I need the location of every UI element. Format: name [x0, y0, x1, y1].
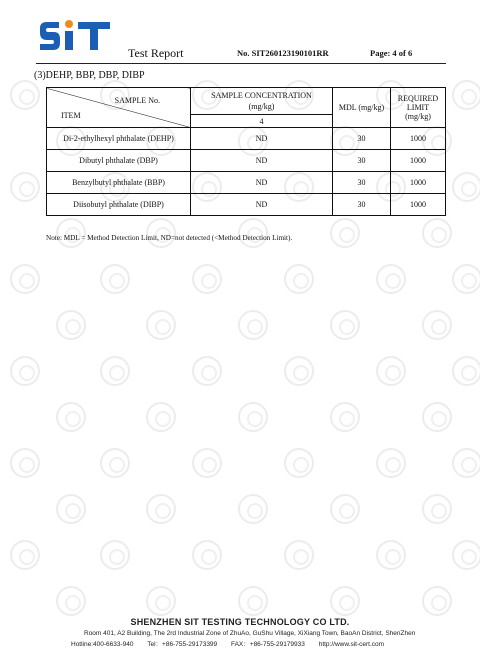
- table-header-row: [47, 88, 446, 115]
- page-footer: [0, 617, 480, 648]
- row-item: Dibutyl phthalate (DBP): [47, 150, 191, 172]
- header-sample-number: 4: [191, 115, 333, 128]
- row-limit: 1000: [391, 194, 446, 216]
- header-mdl: MDL (mg/kg): [333, 88, 391, 128]
- fax: FAX：+86-755-29179933: [230, 641, 305, 648]
- header-limit-line3: (mg/kg): [405, 112, 431, 121]
- results-table: [46, 87, 446, 216]
- header-limit-line2: LIMIT: [406, 103, 430, 112]
- header-item: ITEM: [61, 111, 81, 120]
- row-item: Di-2-ethylhexyl phthalate (DEHP): [47, 128, 191, 150]
- row-result: ND: [191, 128, 333, 150]
- report-title: Test Report: [128, 46, 184, 60]
- row-mdl: 30: [333, 128, 391, 150]
- page-indicator: Page: 4 of 6: [370, 48, 413, 58]
- row-limit: 1000: [391, 172, 446, 194]
- website-link[interactable]: http://www.sit-cert.com: [318, 641, 385, 648]
- contact-line: [71, 639, 480, 648]
- table-note: Note: MDL = Method Detection Limit, ND=not detected (<Method Detection Limit).: [46, 234, 293, 242]
- row-mdl: 30: [333, 172, 391, 194]
- row-result: ND: [191, 172, 333, 194]
- company-name: SHENZHEN SIT TESTING TECHNOLOGY CO LTD.: [130, 617, 350, 627]
- row-limit: 1000: [391, 128, 446, 150]
- row-mdl: 30: [333, 194, 391, 216]
- sit-logo: [38, 18, 116, 58]
- header-required-limit: [391, 88, 446, 128]
- table-row: [47, 194, 446, 216]
- section-title: (3)DEHP, BBP, DBP, DIBP: [34, 70, 145, 81]
- row-item: Diisobutyl phthalate (DIBP): [47, 194, 191, 216]
- row-limit: 1000: [391, 150, 446, 172]
- company-address: Room 401, A2 Building, The 2rd Industrial Zone of ZhuAo, GuShu Village, XiXiang Town, BaoAn District, ShenZhen: [84, 630, 416, 637]
- telephone: Tel：+86-755-29173399: [147, 641, 218, 648]
- table-row: [47, 172, 446, 194]
- row-mdl: 30: [333, 150, 391, 172]
- header-conc-line1: SAMPLE CONCENTRATION: [211, 91, 312, 100]
- header-sample-no: SAMPLE No.: [114, 96, 160, 105]
- row-result: ND: [191, 194, 333, 216]
- table-row: [47, 128, 446, 150]
- header-divider: [36, 63, 446, 64]
- header-conc-line2: (mg/kg): [248, 102, 275, 111]
- header-limit-line1: REQUIRED: [397, 94, 439, 103]
- report-number: No. SIT260123190101RR: [237, 48, 329, 58]
- hotline: Hotline:400-6633-940: [71, 641, 134, 648]
- header-sample-concentration: [191, 88, 333, 115]
- header-diagonal-cell: [47, 88, 191, 128]
- table-row: [47, 150, 446, 172]
- row-item: Benzylbutyl phthalate (BBP): [47, 172, 191, 194]
- row-result: ND: [191, 150, 333, 172]
